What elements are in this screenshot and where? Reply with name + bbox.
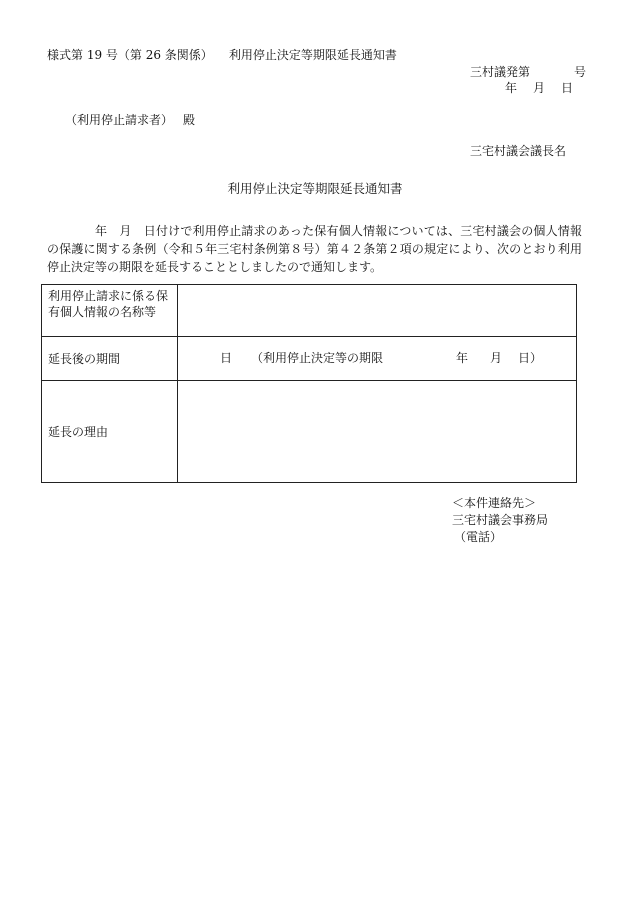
- form-number: 様式第 19 号（第 26 条関係）: [47, 48, 213, 62]
- addressee-honorific: 殿: [183, 113, 196, 127]
- table-row: [42, 285, 577, 337]
- date-day: 日: [561, 81, 574, 95]
- row-value-info-name: [178, 285, 577, 337]
- table-row: [42, 337, 577, 381]
- form-title-small: 利用停止決定等期限延長通知書: [228, 48, 397, 62]
- date-year: 年: [505, 81, 518, 95]
- form-number-line: [47, 48, 397, 62]
- row-value-extended-period: [178, 337, 577, 381]
- contact-heading: ＜本件連絡先＞: [452, 496, 537, 510]
- row-label-extended-period: 延長後の期間: [42, 337, 178, 381]
- row-label-info-name: 利用停止請求に係る保有個人情報の名称等: [42, 285, 178, 337]
- issue-date: [505, 81, 573, 95]
- reference-prefix: 三村議発第: [470, 65, 531, 79]
- sender-name: 三宅村議会議長名: [470, 144, 567, 158]
- period-deadline-note: （利用停止決定等の期限: [251, 351, 384, 365]
- period-day: 日: [220, 351, 233, 365]
- document-title: 利用停止決定等期限延長通知書: [227, 181, 403, 196]
- contact-office: 三宅村議会事務局: [452, 513, 549, 527]
- row-label-reason: 延長の理由: [42, 381, 178, 483]
- reference-suffix: 号: [574, 65, 587, 79]
- addressee: [65, 113, 195, 127]
- contact-phone: （電話）: [454, 530, 503, 544]
- addressee-name: （利用停止請求者）: [65, 113, 174, 127]
- period-month: 月: [490, 351, 503, 365]
- date-month: 月: [533, 81, 546, 95]
- body-paragraph: 年 月 日付けで利用停止請求のあった保有個人情報については、三宅村議会の個人情報の保護に関する条例（令和５年三宅村条例第８号）第４２条第２項の規定により、次のとおり利用停止決定等の期限を延長することとしましたので通知します。: [47, 224, 582, 274]
- row-value-reason: [178, 381, 577, 483]
- contact-block: [452, 495, 548, 546]
- reference-number: [470, 65, 586, 79]
- table-row: [42, 381, 577, 483]
- info-table: [41, 284, 577, 483]
- period-day-end: 日）: [518, 351, 543, 365]
- period-year: 年: [456, 351, 469, 365]
